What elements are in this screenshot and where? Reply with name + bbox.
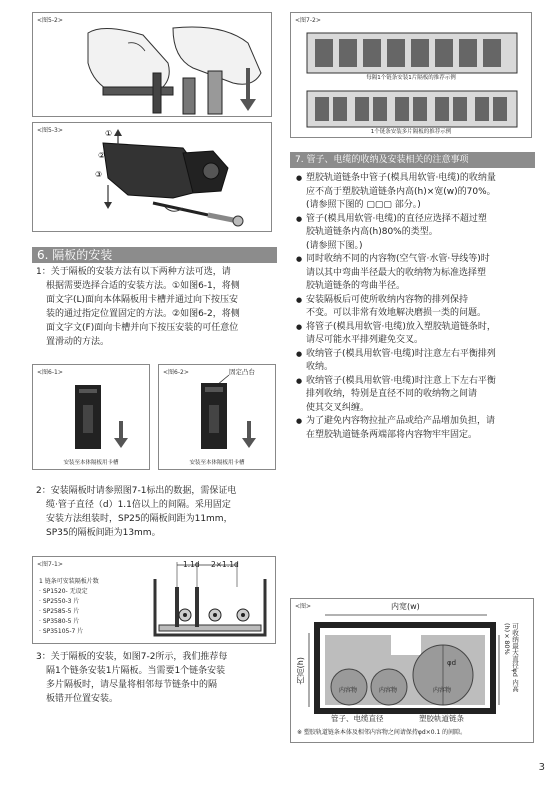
height-label: 内高(h) xyxy=(296,657,305,685)
separator-count-list xyxy=(39,577,99,637)
section-7-bullets xyxy=(296,172,536,442)
separator-spacing-diagram xyxy=(145,557,275,643)
figure-6-2 xyxy=(158,364,276,470)
caption-right: 塑胶轨道链条 xyxy=(419,714,464,723)
text-line: ● 塑胶轨道链条中管子(模具用软管·电缆)的收纳量 xyxy=(306,173,496,183)
section-6-para-1 xyxy=(36,265,276,349)
figure-7-1 xyxy=(32,556,276,644)
figure-label: <图6-1> xyxy=(37,369,63,376)
text-line: ● 管子(模具用软管·电缆)的直径应选择不超过塑 xyxy=(306,213,487,224)
content-label: 内容物 xyxy=(379,687,398,694)
max-diameter-label: 可收纳最大直径φd 内高(h)×80% xyxy=(503,623,519,692)
text-line: 排列收纳，特别是直径不同的收纳物之间请 xyxy=(306,389,478,399)
separator-illustration xyxy=(159,365,275,469)
content-label: 内容物 xyxy=(339,687,358,694)
list-title: 1 链条可安装隔板片数 xyxy=(39,578,99,585)
callout-label: 固定凸台 xyxy=(229,368,255,376)
list-item: · SP2550-3 片 xyxy=(39,598,80,605)
text-line: 根据需要选择合适的安装方法。①如图6-1，将侧 xyxy=(46,281,240,291)
text-line: SP35的隔板间距为13mm。 xyxy=(46,528,161,538)
section-7-title: 7. 管子、电缆的收纳及安装相关的注意事项 xyxy=(290,152,535,168)
figure-capacity xyxy=(290,598,534,743)
figure-5-3 xyxy=(32,122,272,232)
text-line: 装的通过指定位置固定的方法。②如图6-2，将侧 xyxy=(46,309,240,319)
text-line: ● 收纳管子(模具用软管·电缆)时注意左右平衡排列 xyxy=(306,348,496,359)
figure-5-2 xyxy=(32,12,272,117)
text-line: ● 同时收纳不同的内容物(空气管·水管·导线等)时 xyxy=(306,254,490,264)
section-6-title: 6. 隔板的安装 xyxy=(32,247,277,263)
text-line: 面文字文(F)面向卡槽并向下按压安装的可任意位 xyxy=(46,323,239,333)
text-line: (请参照下图。) xyxy=(306,240,363,251)
finger-press-illustration xyxy=(33,13,271,116)
figure-caption: 安装至本体隔板用卡槽 xyxy=(189,460,245,466)
figure-caption: 安装至本体隔板用卡槽 xyxy=(63,460,119,466)
list-item xyxy=(296,348,536,375)
text-line: 安装方法组装时，SP25的隔板间距为11mm， xyxy=(46,514,233,524)
text-line: 在塑胶轨道链条两端部将内容物牢牢固定。 xyxy=(306,429,478,440)
dimension-label: 1.1d xyxy=(183,560,200,569)
caption-left: 管子、电缆直径 xyxy=(331,714,384,723)
diameter-label: φd xyxy=(447,659,457,667)
list-item: · SP1520- 无设定 xyxy=(39,588,88,595)
marker-2: ① xyxy=(105,129,113,138)
text-line: 应不高于塑胶轨道链条内高(h)×宽(w)的70%。 xyxy=(306,186,496,197)
text-line: 1：关于隔板的安装方法有以下两种方法可选，请 xyxy=(36,267,231,277)
figure-label: <图7-1> xyxy=(37,561,63,568)
figure-label: <图5-3> xyxy=(37,127,63,134)
figure-label: <图5-2> xyxy=(37,17,63,24)
figure-label: <图6-2> xyxy=(163,369,189,376)
chain-link-removal-illustration xyxy=(33,123,271,231)
figure-note: ※ 塑胶轨道链条本体及相邻内容物之间请保持φd×0.1 的间隙。 xyxy=(297,729,467,736)
text-line: 使其交叉纠缠。 xyxy=(306,402,370,413)
list-item: · SP2585-5 片 xyxy=(39,608,80,615)
text-line: 不变。可以非常有效地解决磨损一类的问题。 xyxy=(306,308,487,318)
list-item xyxy=(296,253,536,294)
text-line: 多片隔板时，请尽量将相邻每节链条中的隔 xyxy=(46,680,218,690)
text-line: (请参照下图的 ▢▢▢ 部分。) xyxy=(306,200,421,210)
capacity-cross-section-diagram xyxy=(291,599,533,742)
list-item: · SP3580-5 片 xyxy=(39,618,80,625)
list-item: · SP35105-7 片 xyxy=(39,628,84,635)
figure-caption: 1个链条安装多片隔板的推荐示例 xyxy=(370,129,452,135)
content-label: 内容物 xyxy=(433,687,452,694)
separator-illustration xyxy=(33,365,149,469)
figure-6-1 xyxy=(32,364,150,470)
text-line: 胶轨道链条的弯曲半径。 xyxy=(306,281,406,291)
text-line: ● 安装隔板后可使所收纳内容物的排列保持 xyxy=(306,294,469,305)
list-item xyxy=(296,321,536,348)
marker-1: ② xyxy=(98,151,106,160)
list-item xyxy=(296,172,536,213)
text-line: 缆·管子直径（d）1.1倍以上的间隔。采用固定 xyxy=(46,500,231,510)
marker-3: ③ xyxy=(95,170,103,179)
figure-label: <图7-2> xyxy=(295,17,321,24)
list-item xyxy=(296,375,536,416)
text-line: 置滑动的方法。 xyxy=(46,337,110,347)
text-line: 隔1个链条安装1片隔板。当需要1个链条安装 xyxy=(46,666,226,676)
list-item xyxy=(296,415,536,442)
text-line: 面文字(L)面向本体隔板用卡槽并通过向下按压安 xyxy=(46,295,239,305)
text-line: 3：关于隔板的安装，如图7-2所示，我们推荐每 xyxy=(36,652,228,662)
text-line: ● 为了避免内容物拉扯产品或给产品增加负担，请 xyxy=(306,416,496,426)
dimension-label: 2×1.1d xyxy=(211,560,239,569)
figure-caption: 每隔1个链条安装1片隔板的推荐示例 xyxy=(366,75,456,81)
list-item xyxy=(296,294,536,321)
text-line: 胶轨道链条内高(h)80%的类型。 xyxy=(306,227,438,237)
section-6-para-2 xyxy=(36,484,276,540)
text-line: 请尽可能水平排列避免交叉。 xyxy=(306,335,424,345)
figure-label: <图> xyxy=(295,603,312,610)
text-line: 2：安装隔板时请参照图7-1标出的数据，需保证电 xyxy=(36,486,237,496)
list-item xyxy=(296,213,536,254)
text-line: 收纳。 xyxy=(306,362,334,372)
section-6-para-3 xyxy=(36,650,276,706)
text-line: 板错开位置安装。 xyxy=(46,694,119,704)
page-number: 3 xyxy=(538,762,545,773)
text-line: ● 将管子(模具用软管·电缆)放入塑胶轨道链条时， xyxy=(306,321,496,332)
figure-7-2 xyxy=(290,12,532,138)
text-line: 请以其中弯曲半径最大的收纳物为标准选择塑 xyxy=(306,267,487,278)
width-label: 内宽(w) xyxy=(391,602,420,611)
text-line: ● 收纳管子(模具用软管·电缆)时注意上下左右平衡 xyxy=(306,375,496,386)
